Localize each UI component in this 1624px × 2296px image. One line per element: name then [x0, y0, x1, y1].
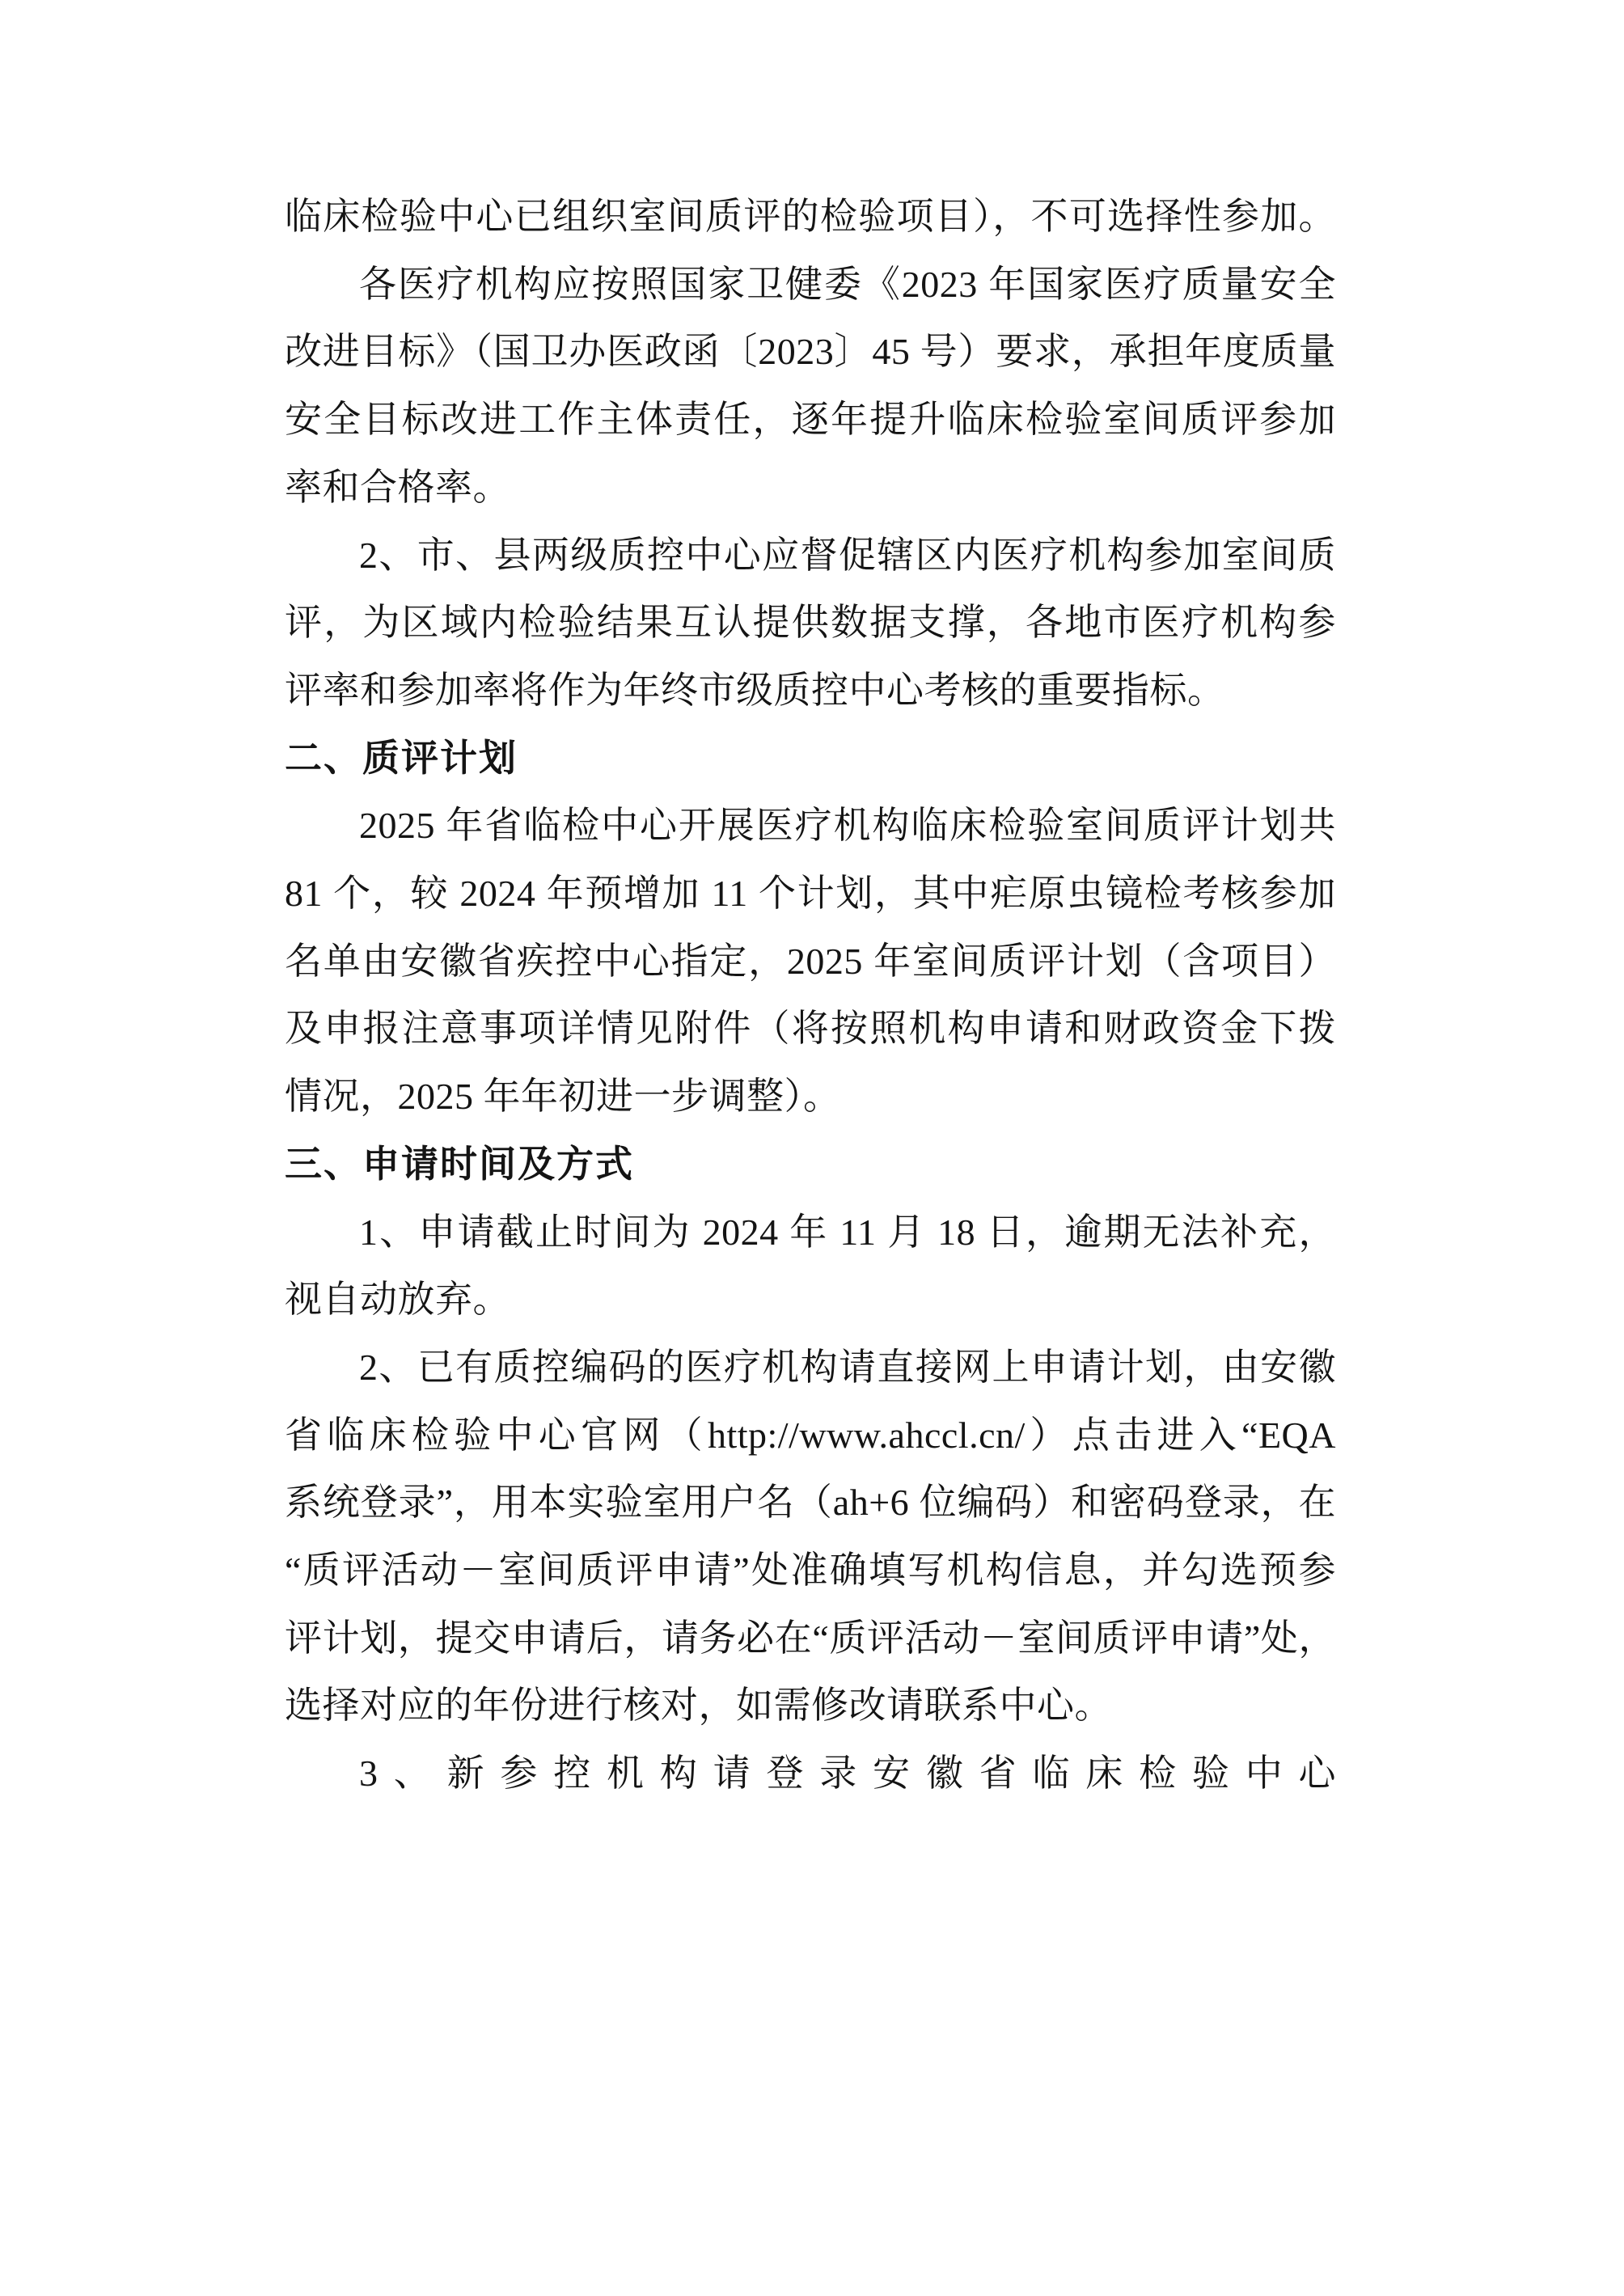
document-line: 评率和参加率将作为年终市级质控中心考核的重要指标。: [285, 669, 1225, 711]
section-heading-quality-plan: 二、质评计划: [285, 736, 518, 779]
document-line: 2、市、县两级质控中心应督促辖区内医疗机构参加室间质: [359, 534, 1336, 576]
document-line: 81 个，较 2024 年预增加 11 个计划，其中疟原虫镜检考核参加: [285, 873, 1336, 915]
document-line: 情况，2025 年年初进一步调整）。: [285, 1076, 841, 1118]
document-line: 改进目标》（国卫办医政函〔2023〕45 号）要求，承担年度质量: [285, 331, 1336, 373]
document-line: 临床检验中心已组织室间质评的检验项目），不可选择性参加。: [285, 196, 1336, 237]
document-line: 视自动放弃。: [285, 1279, 510, 1321]
document-line: 3、新参控机构请登录安徽省临床检验中心: [359, 1753, 1336, 1795]
document-line: “质评活动－室间质评申请”处准确填写机构信息，并勾选预参: [285, 1550, 1336, 1592]
document-line: 评，为区域内检验结果互认提供数据支撑，各地市医疗机构参: [285, 602, 1336, 644]
document-line: 2、已有质控编码的医疗机构请直接网上申请计划，由安徽: [359, 1346, 1336, 1388]
document-line: 系统登录”，用本实验室用户名（ah+6 位编码）和密码登录，在: [285, 1482, 1336, 1524]
document-line: 各医疗机构应按照国家卫健委《2023 年国家医疗质量安全: [359, 263, 1336, 305]
document-line: 名单由安徽省疾控中心指定，2025 年室间质评计划（含项目）: [285, 940, 1336, 982]
document-line: 及申报注意事项详情见附件（将按照机构申请和财政资金下拨: [285, 1008, 1336, 1050]
document-line: 2025 年省临检中心开展医疗机构临床检验室间质评计划共: [359, 805, 1336, 847]
document-line: 安全目标改进工作主体责任，逐年提升临床检验室间质评参加: [285, 399, 1336, 441]
document-line: 选择对应的年份进行核对，如需修改请联系中心。: [285, 1685, 1112, 1727]
document-line: 省临床检验中心官网（http://www.ahccl.cn/）点击进入“EQA: [285, 1414, 1336, 1456]
document-line: 率和合格率。: [285, 466, 510, 508]
document-text-block: [285, 183, 1336, 1808]
document-line: 评计划，提交申请后，请务必在“质评活动－室间质评申请”处，: [285, 1617, 1336, 1659]
section-heading-application-time: 三、申请时间及方式: [285, 1142, 634, 1185]
document-line: 1、申请截止时间为 2024 年 11 月 18 日，逾期无法补充，: [359, 1211, 1336, 1253]
